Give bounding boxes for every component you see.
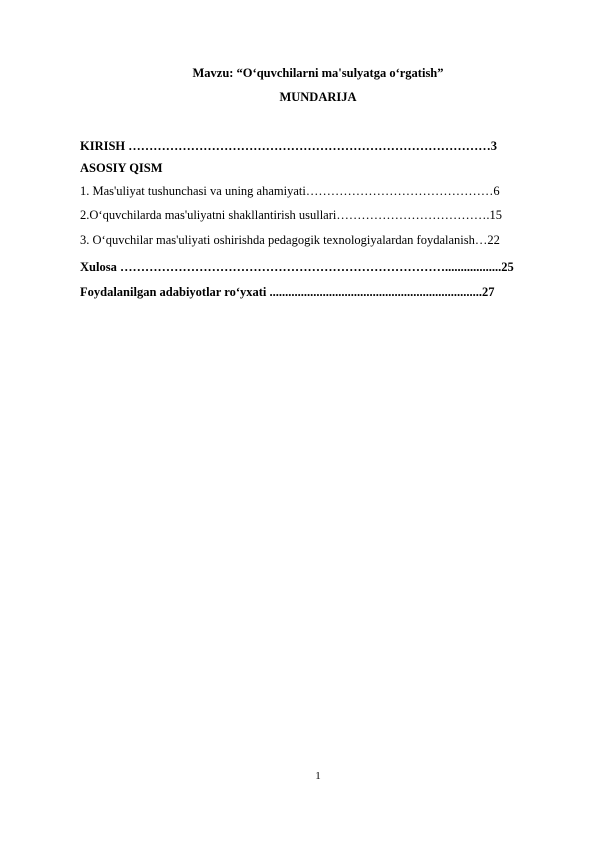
toc-entry-xulosa: Xulosa ……………………………………………………………………..................25 <box>80 260 514 274</box>
toc-entry-1: 1. Mas'uliyat tushunchasi va uning ahamiyati………………………………………6 <box>80 184 500 198</box>
toc-entry-3: 3. O‘quvchilar mas'uliyati oshirishda pedagogik texnologiyalardan foydalanish…22 <box>80 233 500 247</box>
toc-entry-asosiy-qism: ASOSIY QISM <box>80 161 163 175</box>
toc-entry-2: 2.O‘quvchilarda mas'uliyatni shakllantirish usullari……………………………….15 <box>80 208 502 222</box>
toc-entry-kirish: KIRISH ……………………………………………………………………………3 <box>80 139 498 153</box>
toc-entry-adabiyotlar: Foydalanilgan adabiyotlar ro‘yxati ....................................................................27 <box>80 285 495 299</box>
document-topic: Mavzu: “O‘quvchilarni ma'sulyatga o‘rgatish” <box>192 66 444 80</box>
page-number: 1 <box>315 770 321 782</box>
toc-heading: MUNDARIJA <box>279 90 357 104</box>
